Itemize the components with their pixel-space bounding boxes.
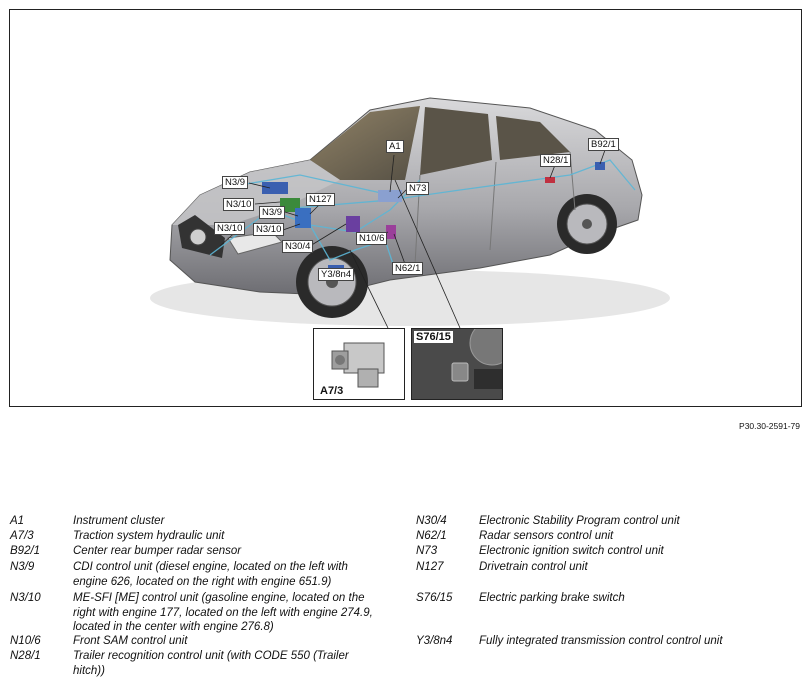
legend-code: A1 <box>10 515 25 527</box>
legend-desc: Traction system hydraulic unit <box>73 530 225 542</box>
inset-hydraulic-unit <box>313 328 405 400</box>
callout-n30-4: N30/4 <box>282 240 313 253</box>
legend-desc: Front SAM control unit <box>73 635 188 647</box>
callout-n3-10-b: N3/10 <box>214 222 245 235</box>
legend-code: N3/9 <box>10 561 35 573</box>
callout-n28-1: N28/1 <box>540 154 571 167</box>
legend-code: N3/10 <box>10 592 41 604</box>
legend-desc: Trailer recognition control unit (with CODE 550 (Trailer hitch)) <box>73 650 349 677</box>
component-n30-4 <box>346 216 360 232</box>
vehicle-diagram <box>9 9 802 407</box>
legend-code: B92/1 <box>10 545 41 557</box>
callout-n10-6: N10/6 <box>356 232 387 245</box>
callout-n3-9-a: N3/9 <box>222 176 248 189</box>
callout-n73: N73 <box>406 182 429 195</box>
figure-reference: P30.30-2591-79 <box>739 421 800 431</box>
callout-a1: A1 <box>386 140 404 153</box>
legend-code: Y3/8n4 <box>416 635 453 647</box>
legend-code: N30/4 <box>416 515 447 527</box>
callout-n3-9-b: N3/9 <box>259 206 285 219</box>
legend-desc: Center rear bumper radar sensor <box>73 545 242 557</box>
inset-label-a7-3: A7/3 <box>320 385 344 397</box>
legend-desc: Drivetrain control unit <box>479 561 588 573</box>
legend-code: N73 <box>416 545 438 557</box>
legend-code: S76/15 <box>416 592 453 604</box>
inset-parking-brake-switch <box>411 328 503 400</box>
legend-code: N10/6 <box>10 635 41 647</box>
callout-n3-10-c: N3/10 <box>253 223 284 236</box>
legend-code: N127 <box>416 561 444 573</box>
legend-desc: Electronic Stability Program control unit <box>479 515 680 527</box>
car-illustration <box>10 10 803 408</box>
star-emblem <box>190 229 206 245</box>
legend-code: A7/3 <box>10 530 34 542</box>
legend-desc: CDI control unit (diesel engine, located on the left with engine 626, located on the right with engine 651.9) <box>73 561 348 588</box>
callout-b92-1: B92/1 <box>588 138 619 151</box>
legend-desc: Instrument cluster <box>73 515 165 527</box>
callout-y3-8n4: Y3/8n4 <box>318 268 354 281</box>
legend-code: N28/1 <box>10 650 41 662</box>
legend-desc: Radar sensors control unit <box>479 530 614 542</box>
legend-desc: Electronic ignition switch control unit <box>479 545 664 557</box>
component-n3-9 <box>262 182 288 194</box>
legend-desc: ME-SFI [ME] control unit (gasoline engine, located on the right with engine 177, located on the left with engine 274.9, located in the center with engine 276.8) <box>73 592 373 633</box>
callout-n62-1: N62/1 <box>392 262 423 275</box>
legend-desc: Electric parking brake switch <box>479 592 625 604</box>
callout-n127: N127 <box>306 193 335 206</box>
legend-code: N62/1 <box>416 530 447 542</box>
inset-label-s76-15: S76/15 <box>416 331 451 343</box>
callout-n3-10-a: N3/10 <box>223 198 254 211</box>
legend-desc: Fully integrated transmission control control unit <box>479 635 723 647</box>
